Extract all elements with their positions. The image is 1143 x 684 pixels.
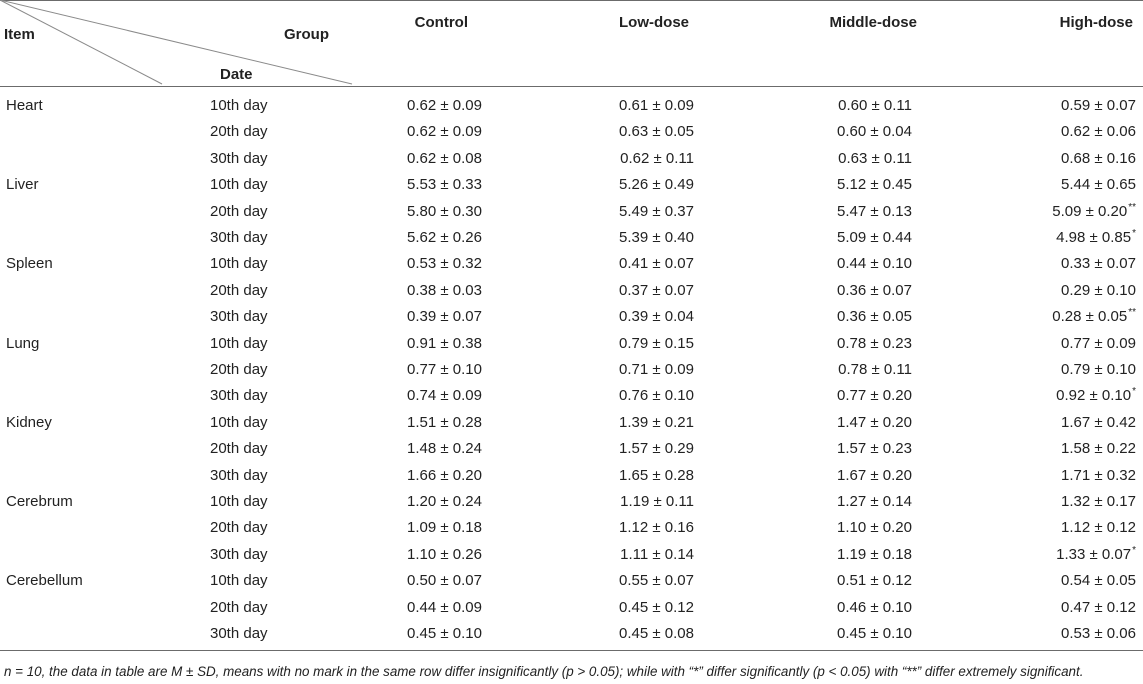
- row-date-label: 10th day: [210, 493, 268, 510]
- table-row: [0, 410, 1143, 436]
- value-text: 0.55 ± 0.07: [619, 572, 694, 590]
- row-date-label: 10th day: [210, 572, 268, 590]
- value-text: 0.39 ± 0.04: [619, 308, 694, 326]
- value-text: 0.63 ± 0.11: [838, 149, 912, 167]
- row-date-label: 20th day: [210, 281, 268, 299]
- row-value-cell: [837, 335, 912, 352]
- value-text: 5.49 ± 0.37: [619, 202, 694, 220]
- row-date-label: 20th day: [210, 519, 268, 537]
- value-text: 5.53 ± 0.33: [407, 176, 482, 194]
- value-text: 0.28 ± 0.05: [1052, 308, 1128, 326]
- value-text: 0.53 ± 0.32: [407, 255, 482, 273]
- significance-mark: *: [1132, 228, 1136, 239]
- value-text: 5.09 ± 0.44: [837, 229, 912, 246]
- value-text: 5.62 ± 0.26: [407, 229, 482, 246]
- value-text: 0.62 ± 0.09: [407, 97, 482, 114]
- value-text: 5.80 ± 0.30: [407, 202, 482, 220]
- row-value-cell: [619, 519, 694, 536]
- value-text: 0.76 ± 0.10: [619, 387, 694, 405]
- row-date-label: 30th day: [210, 625, 268, 642]
- table-row: [0, 542, 1143, 568]
- row-value-cell: [407, 150, 482, 167]
- row-value-cell: [1061, 519, 1136, 536]
- value-text: 0.45 ± 0.12: [619, 598, 694, 616]
- column-header-control: Control: [414, 14, 468, 31]
- row-value-cell: [407, 387, 482, 404]
- row-item-label: Heart: [6, 97, 43, 114]
- value-text: 5.26 ± 0.49: [619, 176, 694, 194]
- row-value-cell: [1061, 493, 1136, 510]
- value-text: 1.39 ± 0.21: [619, 413, 694, 431]
- header-date-label: Date: [220, 66, 253, 83]
- value-text: 0.37 ± 0.07: [619, 281, 694, 299]
- value-text: 0.47 ± 0.12: [1061, 598, 1136, 616]
- row-value-cell: [407, 572, 482, 589]
- row-item-label: Spleen: [6, 255, 53, 273]
- row-date-label: 30th day: [210, 466, 268, 484]
- value-text: 0.33 ± 0.07: [1061, 255, 1136, 273]
- row-value-cell: [837, 546, 912, 563]
- row-value-cell: [407, 308, 482, 325]
- table-row: [0, 463, 1143, 489]
- row-value-cell: [1061, 599, 1136, 616]
- row-value-cell: [407, 282, 482, 299]
- row-value-cell: [1061, 440, 1136, 457]
- row-value-cell: [1061, 255, 1136, 272]
- row-value-cell: [1061, 361, 1136, 378]
- value-text: 1.27 ± 0.14: [837, 493, 912, 510]
- row-date-label: 20th day: [210, 202, 268, 220]
- table-row: [0, 225, 1143, 251]
- value-text: 1.12 ± 0.16: [619, 519, 694, 537]
- row-item-label: Kidney: [6, 413, 52, 431]
- row-value-cell: [619, 255, 694, 272]
- value-text: 1.58 ± 0.22: [1061, 440, 1136, 458]
- value-text: 1.11 ± 0.14: [620, 545, 694, 563]
- row-value-cell: [619, 308, 694, 325]
- row-value-cell: [837, 308, 912, 325]
- row-value-cell: [407, 493, 482, 510]
- value-text: 1.65 ± 0.28: [619, 466, 694, 484]
- value-text: 5.12 ± 0.45: [837, 176, 912, 194]
- row-value-cell: [407, 467, 482, 484]
- value-text: 0.74 ± 0.09: [407, 387, 482, 405]
- row-date-label: 20th day: [210, 440, 268, 458]
- value-text: 0.60 ± 0.11: [838, 97, 912, 114]
- row-value-cell: [407, 599, 482, 616]
- row-item-label: Lung: [6, 334, 40, 352]
- table-row: [0, 199, 1143, 225]
- row-value-cell: [1061, 282, 1136, 299]
- row-value-cell: [838, 361, 912, 378]
- row-value-cell: [1056, 546, 1136, 563]
- value-text: 0.60 ± 0.04: [837, 123, 912, 141]
- value-text: 0.38 ± 0.03: [407, 281, 482, 299]
- value-text: 5.47 ± 0.13: [837, 202, 912, 220]
- row-value-cell: [1061, 123, 1136, 140]
- row-value-cell: [1061, 572, 1136, 589]
- table-row: [0, 595, 1143, 621]
- value-text: 5.09 ± 0.20: [1052, 202, 1128, 220]
- value-text: 0.44 ± 0.10: [837, 255, 912, 273]
- column-header-high-dose: High-dose: [1059, 14, 1133, 31]
- row-value-cell: [1061, 97, 1136, 114]
- value-text: 0.79 ± 0.10: [1061, 361, 1136, 378]
- row-value-cell: [837, 440, 912, 457]
- row-value-cell: [407, 361, 482, 378]
- diagonal-header-lines: [0, 0, 360, 88]
- value-text: 0.62 ± 0.11: [620, 149, 694, 167]
- table-row: [0, 93, 1143, 119]
- table-row: [0, 436, 1143, 462]
- row-value-cell: [407, 519, 482, 536]
- row-value-cell: [1061, 414, 1136, 431]
- row-value-cell: [619, 335, 694, 352]
- row-value-cell: [837, 203, 912, 220]
- row-value-cell: [837, 229, 912, 246]
- value-text: 0.77 ± 0.09: [1061, 334, 1136, 352]
- row-value-cell: [837, 572, 912, 589]
- row-value-cell: [837, 467, 912, 484]
- row-value-cell: [619, 361, 694, 378]
- table-row: [0, 383, 1143, 409]
- value-text: 1.20 ± 0.24: [407, 493, 482, 510]
- row-value-cell: [1056, 229, 1136, 246]
- table-row: [0, 304, 1143, 330]
- value-text: 0.50 ± 0.07: [407, 572, 482, 590]
- row-value-cell: [837, 387, 912, 404]
- value-text: 0.54 ± 0.05: [1061, 572, 1136, 590]
- row-item-label: Cerebrum: [6, 493, 73, 510]
- row-date-label: 10th day: [210, 255, 268, 273]
- row-value-cell: [407, 414, 482, 431]
- value-text: 0.53 ± 0.06: [1061, 625, 1136, 642]
- table-row: [0, 331, 1143, 357]
- header-group-label: Group: [284, 26, 329, 43]
- row-value-cell: [407, 625, 482, 642]
- table-footnote: n = 10, the data in table are M ± SD, means with no mark in the same row differ insignificantly (p > 0.05); while with “*” differ significantly (p < 0.05) with “**” differ extremely significant.: [4, 664, 1084, 679]
- row-item-label: Liver: [6, 176, 39, 194]
- row-value-cell: [838, 97, 912, 114]
- row-value-cell: [1052, 203, 1136, 220]
- value-text: 0.36 ± 0.07: [837, 281, 912, 299]
- row-value-cell: [619, 625, 694, 642]
- value-text: 1.48 ± 0.24: [407, 440, 482, 458]
- significance-mark: *: [1132, 544, 1136, 556]
- value-text: 0.45 ± 0.10: [837, 625, 912, 642]
- value-text: 0.63 ± 0.05: [619, 123, 694, 141]
- value-text: 0.91 ± 0.38: [407, 334, 482, 352]
- row-value-cell: [619, 572, 694, 589]
- row-value-cell: [407, 176, 482, 193]
- row-value-cell: [1061, 335, 1136, 352]
- row-value-cell: [619, 387, 694, 404]
- table-row: [0, 172, 1143, 198]
- column-header-middle-dose: Middle-dose: [829, 14, 917, 31]
- row-value-cell: [619, 467, 694, 484]
- row-value-cell: [407, 97, 482, 114]
- row-value-cell: [1061, 176, 1136, 193]
- row-value-cell: [837, 625, 912, 642]
- value-text: 0.62 ± 0.06: [1061, 123, 1136, 141]
- table-row: [0, 251, 1143, 277]
- value-text: 0.78 ± 0.11: [838, 361, 912, 378]
- value-text: 1.67 ± 0.20: [837, 466, 912, 484]
- value-text: 1.10 ± 0.26: [407, 545, 482, 563]
- row-value-cell: [1052, 308, 1136, 325]
- row-value-cell: [837, 414, 912, 431]
- value-text: 0.79 ± 0.15: [619, 334, 694, 352]
- significance-mark: *: [1132, 386, 1136, 398]
- value-text: 4.98 ± 0.85: [1056, 229, 1132, 246]
- value-text: 0.45 ± 0.08: [619, 625, 694, 642]
- row-date-label: 30th day: [210, 229, 268, 246]
- value-text: 0.61 ± 0.09: [619, 97, 694, 114]
- row-date-label: 30th day: [210, 387, 268, 405]
- row-date-label: 30th day: [210, 545, 268, 563]
- row-value-cell: [837, 255, 912, 272]
- value-text: 0.45 ± 0.10: [407, 625, 482, 642]
- row-value-cell: [407, 255, 482, 272]
- row-date-label: 10th day: [210, 176, 268, 194]
- value-text: 1.19 ± 0.18: [837, 545, 912, 563]
- table-row: [0, 278, 1143, 304]
- value-text: 0.71 ± 0.09: [619, 361, 694, 378]
- table-row: [0, 357, 1143, 383]
- row-date-label: 20th day: [210, 361, 268, 378]
- row-date-label: 20th day: [210, 123, 268, 141]
- row-date-label: 10th day: [210, 413, 268, 431]
- row-value-cell: [619, 440, 694, 457]
- row-value-cell: [837, 176, 912, 193]
- value-text: 0.44 ± 0.09: [407, 598, 482, 616]
- header-bottom-rule: [0, 86, 1143, 87]
- row-value-cell: [407, 440, 482, 457]
- row-value-cell: [1056, 387, 1136, 404]
- value-text: 0.51 ± 0.12: [837, 572, 912, 590]
- value-text: 0.39 ± 0.07: [407, 308, 482, 326]
- row-value-cell: [619, 176, 694, 193]
- table-row: [0, 489, 1143, 515]
- row-value-cell: [407, 335, 482, 352]
- value-text: 0.78 ± 0.23: [837, 334, 912, 352]
- row-value-cell: [1061, 467, 1136, 484]
- row-value-cell: [837, 123, 912, 140]
- value-text: 1.47 ± 0.20: [837, 413, 912, 431]
- value-text: 0.62 ± 0.09: [407, 123, 482, 141]
- row-value-cell: [1061, 625, 1136, 642]
- value-text: 0.41 ± 0.07: [619, 255, 694, 273]
- value-text: 5.39 ± 0.40: [619, 229, 694, 246]
- value-text: 0.77 ± 0.20: [837, 387, 912, 405]
- row-value-cell: [620, 150, 694, 167]
- row-value-cell: [620, 493, 694, 510]
- value-text: 1.33 ± 0.07: [1056, 545, 1132, 563]
- value-text: 0.68 ± 0.16: [1061, 149, 1136, 167]
- value-text: 1.09 ± 0.18: [407, 519, 482, 537]
- table-row: [0, 119, 1143, 145]
- row-value-cell: [1061, 150, 1136, 167]
- row-value-cell: [619, 97, 694, 114]
- row-date-label: 10th day: [210, 334, 268, 352]
- significance-mark: **: [1128, 307, 1136, 319]
- row-value-cell: [619, 282, 694, 299]
- row-value-cell: [407, 546, 482, 563]
- value-text: 1.71 ± 0.32: [1061, 466, 1136, 484]
- value-text: 1.12 ± 0.12: [1061, 519, 1136, 537]
- row-value-cell: [619, 203, 694, 220]
- table-row: [0, 568, 1143, 594]
- value-text: 0.59 ± 0.07: [1061, 97, 1136, 114]
- row-value-cell: [407, 123, 482, 140]
- value-text: 0.92 ± 0.10: [1056, 387, 1132, 405]
- row-value-cell: [619, 414, 694, 431]
- value-text: 1.19 ± 0.11: [620, 493, 694, 510]
- row-value-cell: [837, 282, 912, 299]
- row-value-cell: [619, 599, 694, 616]
- row-value-cell: [619, 123, 694, 140]
- value-text: 0.62 ± 0.08: [407, 149, 482, 167]
- column-header-low-dose: Low-dose: [619, 14, 689, 31]
- significance-mark: **: [1128, 201, 1136, 213]
- value-text: 1.57 ± 0.29: [619, 440, 694, 458]
- value-text: 0.77 ± 0.10: [407, 361, 482, 378]
- table-row: [0, 146, 1143, 172]
- value-text: 1.67 ± 0.42: [1061, 413, 1136, 431]
- row-value-cell: [407, 229, 482, 246]
- table-row: [0, 621, 1143, 647]
- value-text: 1.51 ± 0.28: [407, 413, 482, 431]
- row-value-cell: [620, 546, 694, 563]
- row-value-cell: [838, 150, 912, 167]
- table-bottom-rule: [0, 650, 1143, 651]
- row-item-label: Cerebellum: [6, 572, 83, 590]
- header-item-label: Item: [4, 26, 35, 43]
- row-value-cell: [619, 229, 694, 246]
- value-text: 1.66 ± 0.20: [407, 466, 482, 484]
- row-date-label: 30th day: [210, 308, 268, 326]
- value-text: 0.46 ± 0.10: [837, 598, 912, 616]
- row-date-label: 30th day: [210, 149, 268, 167]
- value-text: 5.44 ± 0.65: [1061, 176, 1136, 194]
- table-row: [0, 515, 1143, 541]
- row-value-cell: [837, 599, 912, 616]
- row-value-cell: [837, 493, 912, 510]
- row-date-label: 20th day: [210, 598, 268, 616]
- value-text: 1.57 ± 0.23: [837, 440, 912, 458]
- row-value-cell: [407, 203, 482, 220]
- row-date-label: 10th day: [210, 97, 268, 114]
- value-text: 0.29 ± 0.10: [1061, 281, 1136, 299]
- value-text: 1.32 ± 0.17: [1061, 493, 1136, 510]
- value-text: 1.10 ± 0.20: [837, 519, 912, 537]
- value-text: 0.36 ± 0.05: [837, 308, 912, 326]
- row-value-cell: [837, 519, 912, 536]
